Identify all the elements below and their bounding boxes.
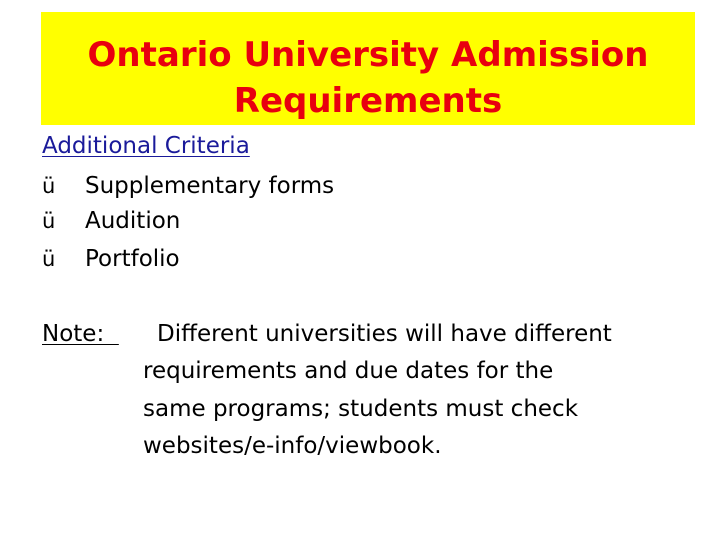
- page-title-line-2: Requirements: [233, 81, 503, 121]
- checkmark-icon: ü: [42, 209, 56, 233]
- note-text-line: websites/e-info/viewbook.: [143, 433, 442, 459]
- note-label: Note:: [42, 321, 119, 347]
- list-item-label: Audition: [85, 208, 181, 234]
- list-item-label: Supplementary forms: [85, 173, 335, 199]
- note-text-line: same programs; students must check: [143, 396, 579, 422]
- checkmark-icon: ü: [42, 174, 56, 198]
- section-heading-additional-criteria: Additional Criteria: [42, 133, 250, 159]
- checkmark-icon: ü: [42, 247, 56, 271]
- title-banner: [41, 12, 695, 125]
- page-title-line-1: Ontario University Admission: [87, 35, 649, 75]
- note-text-line: Different universities will have different: [157, 321, 612, 347]
- note-text-line: requirements and due dates for the: [143, 358, 554, 384]
- list-item-label: Portfolio: [85, 246, 180, 272]
